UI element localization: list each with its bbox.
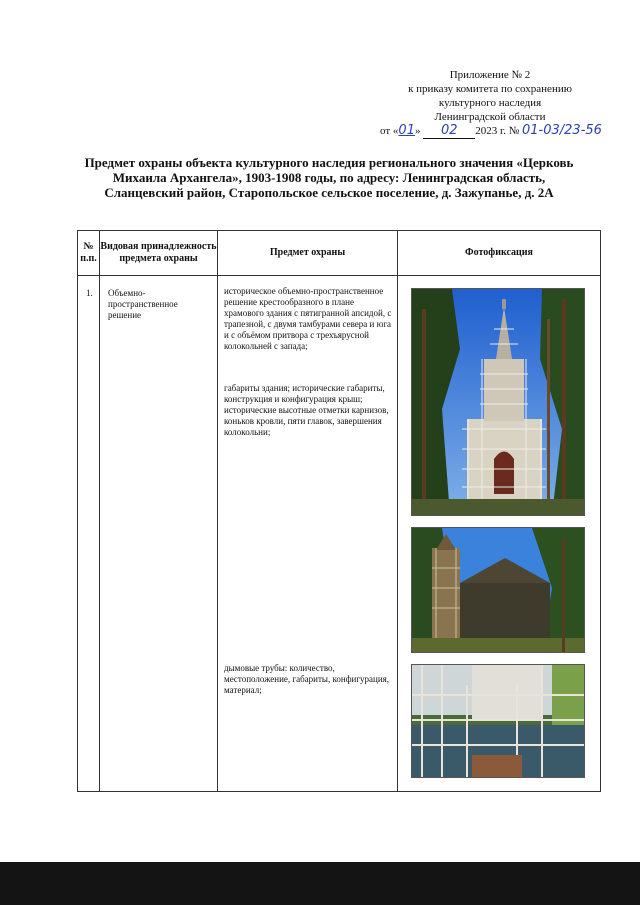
subject-paragraph-3: дымовые трубы: количество, местоположение, габариты, конфигурация, материал; xyxy=(224,663,390,695)
subject-paragraph-1: историческое объемно-пространственное решение крестообразного в плане храмового здания с пятигранной апсидой, с трапезной, с двумя тамбурами севера и юга и с объёмом притвора с трехъярусной колокольней с запада; xyxy=(224,286,392,351)
protection-table xyxy=(77,230,601,792)
column-divider xyxy=(397,231,398,791)
photo-church-facade xyxy=(411,288,585,516)
scaffolding-image xyxy=(412,665,584,777)
column-divider xyxy=(217,231,218,791)
order-month: 02 xyxy=(423,124,475,139)
order-mid: » xyxy=(414,125,421,137)
order-line xyxy=(380,124,600,139)
document-title: Предмет охраны объекта культурного наследия регионального значения «Церковь Михаила Архангела», 1903-1908 годы, по адресу: Ленинградская область, Сланцевский район, Старопольское сельское поселение, д. Зажупанье, д. 2А xyxy=(84,155,574,200)
header-subject: Предмет охраны xyxy=(269,247,346,258)
column-divider xyxy=(99,231,100,791)
photo-church-side xyxy=(411,527,585,653)
church-side-image xyxy=(412,528,584,652)
appendix-line-2: к приказу комитета по сохранению xyxy=(408,83,572,95)
order-prefix: от « xyxy=(380,125,399,137)
header-photo: Фотофиксация xyxy=(465,247,533,258)
header-num: № п.п. xyxy=(80,241,97,264)
header-divider xyxy=(78,275,600,276)
order-number: 01-03/23-56 xyxy=(522,123,602,138)
order-year: 2023 г. № xyxy=(475,125,520,137)
subject-paragraph-2: габариты здания; исторические габариты, конструкция и конфигурация крыш; исторические высотные отметки карнизов, коньков кровли, пяти главок, завершения колокольни; xyxy=(224,383,389,437)
scan-bottom-edge xyxy=(0,862,640,905)
church-facade-image xyxy=(412,289,584,515)
appendix-line-4: Ленинградской области xyxy=(434,111,546,123)
appendix-block xyxy=(380,68,600,139)
row-kind: Объемно-пространственное решение xyxy=(108,288,178,320)
appendix-line-3: культурного наследия xyxy=(438,97,542,109)
header-kind: Видовая принадлежность предмета охраны xyxy=(100,241,217,264)
order-day: 01 xyxy=(398,123,415,138)
photo-scaffolding xyxy=(411,664,585,778)
appendix-line-1: Приложение № 2 xyxy=(449,69,531,81)
row-number: 1. xyxy=(86,288,93,298)
